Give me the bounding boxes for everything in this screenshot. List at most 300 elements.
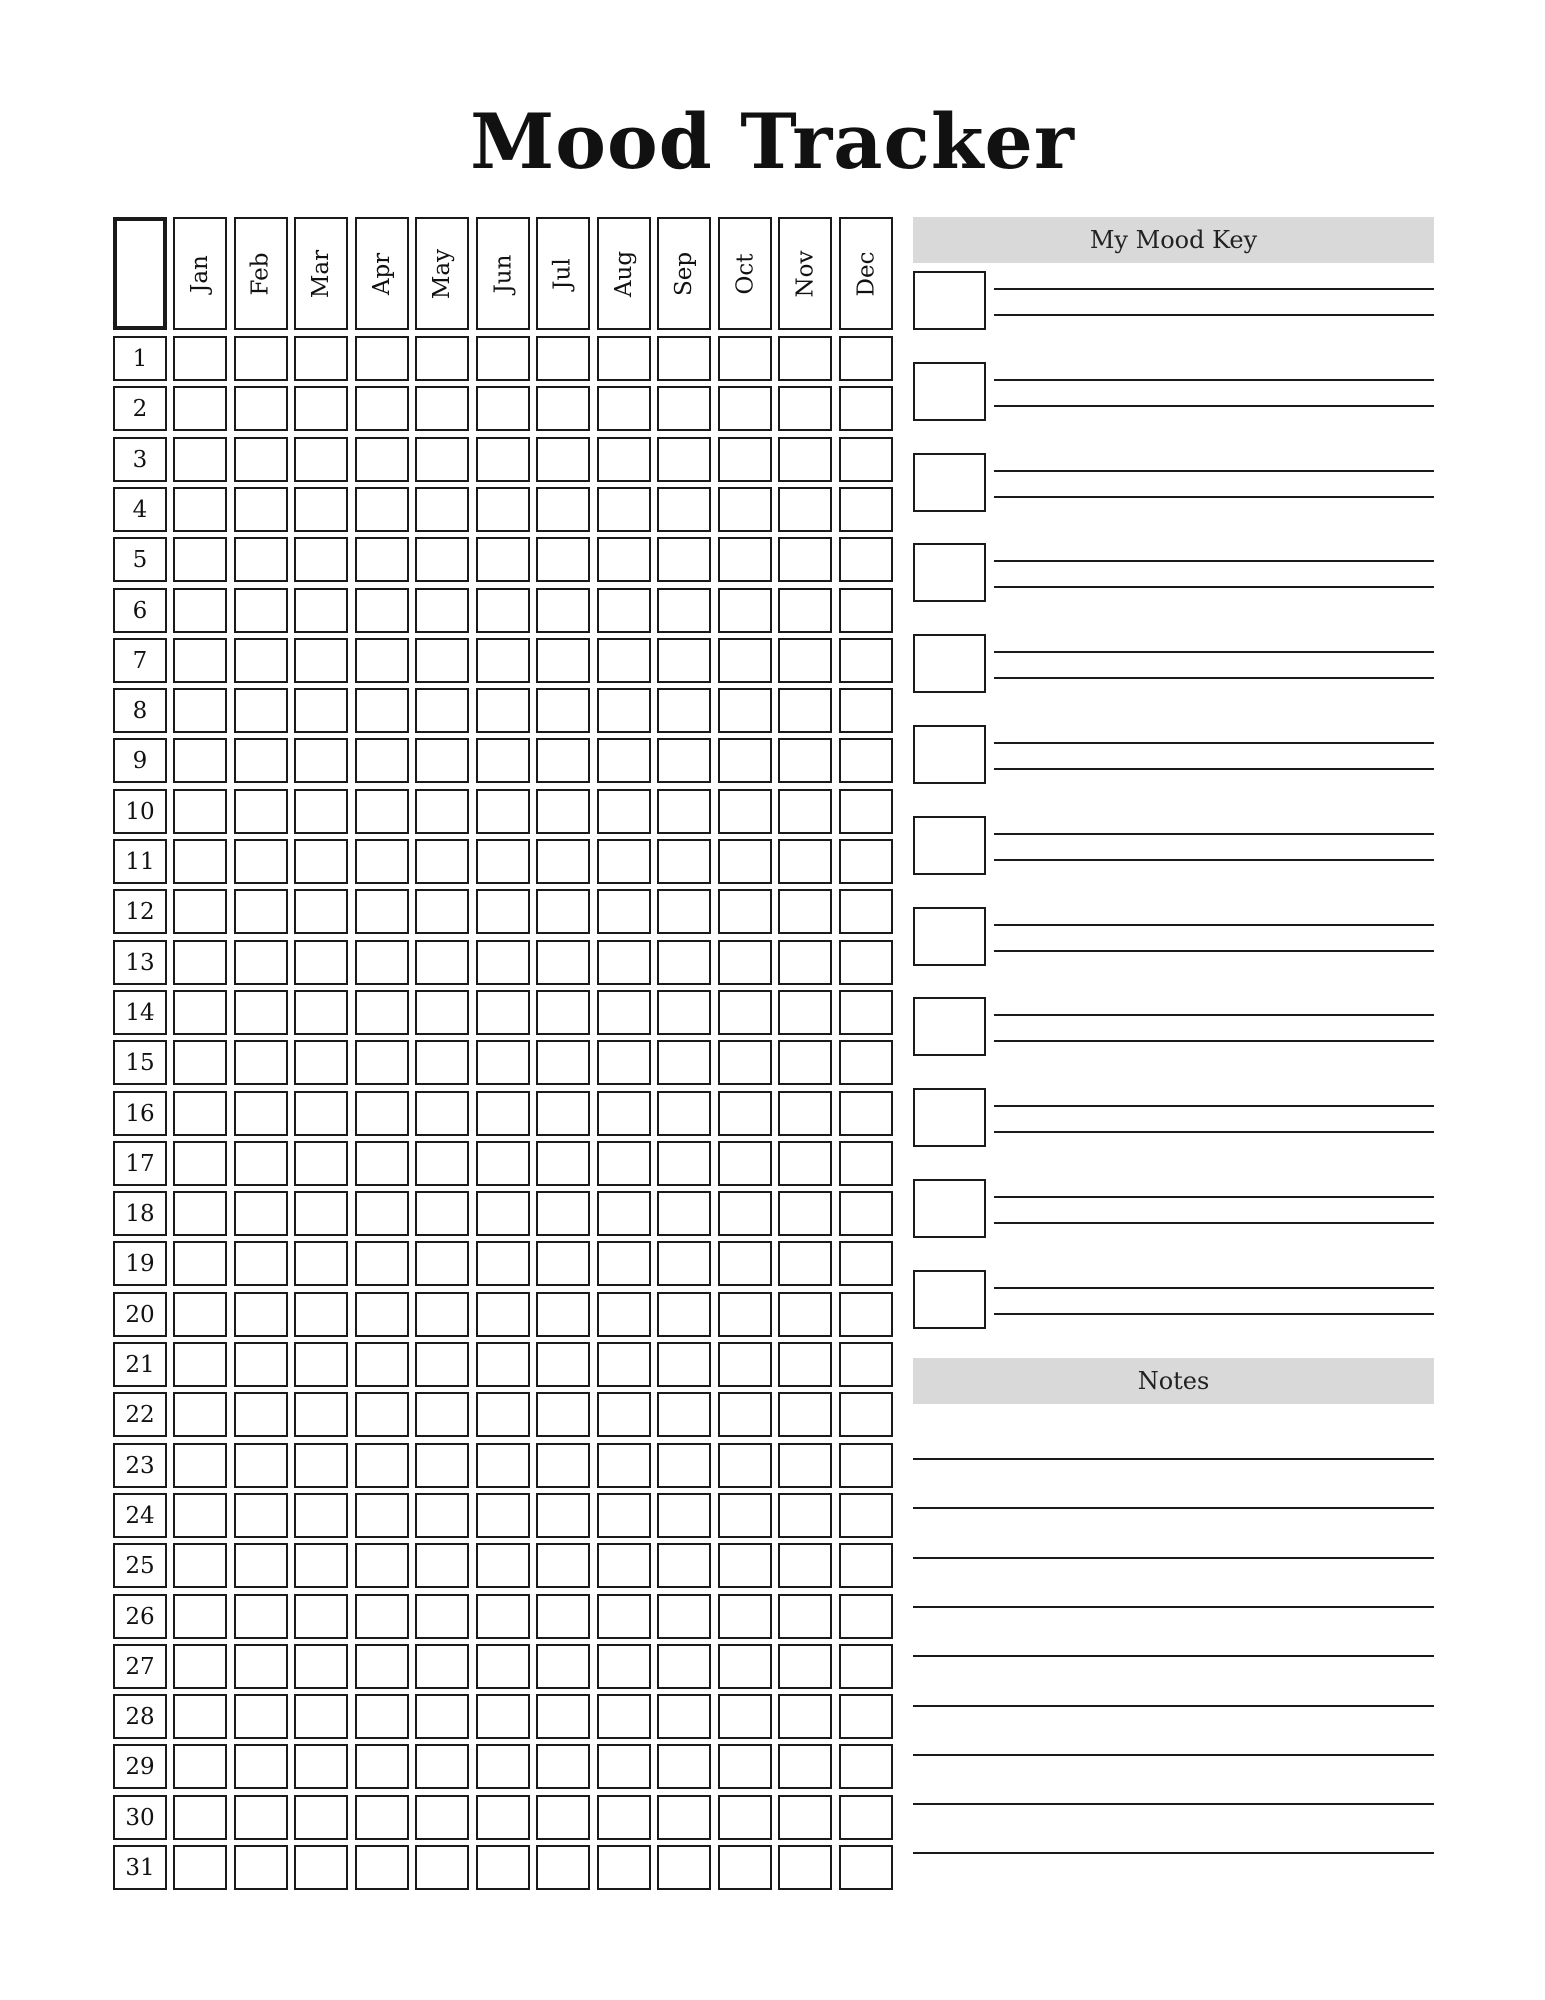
mood-cell[interactable] bbox=[536, 1191, 590, 1236]
mood-cell[interactable] bbox=[597, 336, 651, 381]
mood-cell[interactable] bbox=[597, 1543, 651, 1588]
mood-cell[interactable] bbox=[415, 1795, 469, 1840]
mood-cell[interactable] bbox=[476, 1594, 530, 1639]
mood-cell[interactable] bbox=[778, 738, 832, 783]
mood-cell[interactable] bbox=[173, 1091, 227, 1136]
mood-key-write-line[interactable] bbox=[994, 1105, 1434, 1107]
mood-cell[interactable] bbox=[294, 1292, 348, 1337]
mood-cell[interactable] bbox=[294, 990, 348, 1035]
mood-cell[interactable] bbox=[718, 839, 772, 884]
mood-cell[interactable] bbox=[778, 688, 832, 733]
mood-cell[interactable] bbox=[839, 1493, 893, 1538]
mood-cell[interactable] bbox=[597, 1040, 651, 1085]
mood-cell[interactable] bbox=[476, 1795, 530, 1840]
mood-cell[interactable] bbox=[597, 1845, 651, 1890]
mood-cell[interactable] bbox=[778, 1493, 832, 1538]
mood-cell[interactable] bbox=[294, 688, 348, 733]
mood-cell[interactable] bbox=[718, 990, 772, 1035]
mood-cell[interactable] bbox=[718, 437, 772, 482]
mood-cell[interactable] bbox=[597, 1744, 651, 1789]
mood-cell[interactable] bbox=[536, 1091, 590, 1136]
mood-cell[interactable] bbox=[657, 1191, 711, 1236]
mood-cell[interactable] bbox=[355, 537, 409, 582]
mood-cell[interactable] bbox=[839, 1141, 893, 1186]
mood-cell[interactable] bbox=[718, 789, 772, 834]
mood-cell[interactable] bbox=[476, 1342, 530, 1387]
mood-cell[interactable] bbox=[355, 1040, 409, 1085]
mood-cell[interactable] bbox=[294, 1744, 348, 1789]
mood-cell[interactable] bbox=[536, 1392, 590, 1437]
mood-key-write-line[interactable] bbox=[994, 651, 1434, 653]
mood-cell[interactable] bbox=[778, 1342, 832, 1387]
mood-key-write-line[interactable] bbox=[994, 1313, 1434, 1315]
mood-cell[interactable] bbox=[476, 1845, 530, 1890]
mood-cell[interactable] bbox=[657, 688, 711, 733]
mood-cell[interactable] bbox=[234, 1091, 288, 1136]
mood-cell[interactable] bbox=[173, 336, 227, 381]
mood-cell[interactable] bbox=[355, 1795, 409, 1840]
mood-cell[interactable] bbox=[173, 588, 227, 633]
mood-cell[interactable] bbox=[536, 336, 590, 381]
mood-cell[interactable] bbox=[173, 1845, 227, 1890]
mood-cell[interactable] bbox=[718, 1694, 772, 1739]
mood-cell[interactable] bbox=[234, 1744, 288, 1789]
mood-cell[interactable] bbox=[234, 1443, 288, 1488]
notes-write-line[interactable] bbox=[913, 1606, 1434, 1608]
mood-cell[interactable] bbox=[657, 1694, 711, 1739]
mood-cell[interactable] bbox=[718, 386, 772, 431]
mood-cell[interactable] bbox=[173, 990, 227, 1035]
mood-cell[interactable] bbox=[778, 1443, 832, 1488]
mood-cell[interactable] bbox=[476, 1392, 530, 1437]
mood-cell[interactable] bbox=[234, 889, 288, 934]
mood-cell[interactable] bbox=[718, 537, 772, 582]
mood-cell[interactable] bbox=[839, 1795, 893, 1840]
mood-cell[interactable] bbox=[476, 940, 530, 985]
mood-cell[interactable] bbox=[294, 1594, 348, 1639]
mood-key-color-box[interactable] bbox=[913, 1088, 986, 1147]
mood-cell[interactable] bbox=[294, 940, 348, 985]
mood-cell[interactable] bbox=[839, 1543, 893, 1588]
mood-cell[interactable] bbox=[476, 1543, 530, 1588]
mood-cell[interactable] bbox=[294, 1040, 348, 1085]
mood-cell[interactable] bbox=[597, 789, 651, 834]
mood-cell[interactable] bbox=[355, 588, 409, 633]
mood-cell[interactable] bbox=[173, 1744, 227, 1789]
mood-cell[interactable] bbox=[355, 1241, 409, 1286]
mood-cell[interactable] bbox=[718, 1141, 772, 1186]
mood-cell[interactable] bbox=[597, 889, 651, 934]
mood-cell[interactable] bbox=[718, 487, 772, 532]
mood-cell[interactable] bbox=[657, 990, 711, 1035]
mood-cell[interactable] bbox=[778, 889, 832, 934]
mood-cell[interactable] bbox=[234, 688, 288, 733]
mood-cell[interactable] bbox=[718, 1443, 772, 1488]
mood-cell[interactable] bbox=[778, 1292, 832, 1337]
mood-cell[interactable] bbox=[415, 1543, 469, 1588]
mood-cell[interactable] bbox=[415, 1292, 469, 1337]
mood-key-color-box[interactable] bbox=[913, 997, 986, 1056]
mood-cell[interactable] bbox=[234, 1392, 288, 1437]
mood-cell[interactable] bbox=[476, 588, 530, 633]
mood-key-write-line[interactable] bbox=[994, 1014, 1434, 1016]
mood-cell[interactable] bbox=[476, 839, 530, 884]
mood-cell[interactable] bbox=[294, 588, 348, 633]
mood-cell[interactable] bbox=[597, 1141, 651, 1186]
mood-cell[interactable] bbox=[839, 738, 893, 783]
mood-cell[interactable] bbox=[415, 789, 469, 834]
mood-cell[interactable] bbox=[657, 738, 711, 783]
mood-key-write-line[interactable] bbox=[994, 1287, 1434, 1289]
mood-key-color-box[interactable] bbox=[913, 1179, 986, 1238]
mood-cell[interactable] bbox=[778, 940, 832, 985]
mood-cell[interactable] bbox=[718, 1191, 772, 1236]
mood-key-write-line[interactable] bbox=[994, 1131, 1434, 1133]
mood-cell[interactable] bbox=[597, 1644, 651, 1689]
mood-cell[interactable] bbox=[234, 1040, 288, 1085]
mood-cell[interactable] bbox=[536, 1292, 590, 1337]
mood-cell[interactable] bbox=[778, 1845, 832, 1890]
mood-cell[interactable] bbox=[415, 1191, 469, 1236]
mood-cell[interactable] bbox=[234, 1594, 288, 1639]
mood-cell[interactable] bbox=[536, 1342, 590, 1387]
mood-cell[interactable] bbox=[415, 1091, 469, 1136]
mood-cell[interactable] bbox=[355, 839, 409, 884]
mood-cell[interactable] bbox=[415, 1443, 469, 1488]
mood-cell[interactable] bbox=[415, 1392, 469, 1437]
mood-key-color-box[interactable] bbox=[913, 271, 986, 330]
mood-cell[interactable] bbox=[718, 1241, 772, 1286]
mood-cell[interactable] bbox=[597, 537, 651, 582]
mood-cell[interactable] bbox=[294, 1141, 348, 1186]
mood-cell[interactable] bbox=[355, 437, 409, 482]
mood-cell[interactable] bbox=[839, 336, 893, 381]
mood-cell[interactable] bbox=[234, 940, 288, 985]
mood-cell[interactable] bbox=[657, 1292, 711, 1337]
mood-cell[interactable] bbox=[839, 889, 893, 934]
mood-cell[interactable] bbox=[657, 1040, 711, 1085]
mood-cell[interactable] bbox=[778, 588, 832, 633]
mood-cell[interactable] bbox=[294, 1241, 348, 1286]
mood-cell[interactable] bbox=[173, 1795, 227, 1840]
mood-key-color-box[interactable] bbox=[913, 362, 986, 421]
notes-write-line[interactable] bbox=[913, 1507, 1434, 1509]
mood-cell[interactable] bbox=[476, 537, 530, 582]
mood-cell[interactable] bbox=[355, 638, 409, 683]
mood-cell[interactable] bbox=[234, 1543, 288, 1588]
mood-cell[interactable] bbox=[173, 1342, 227, 1387]
mood-cell[interactable] bbox=[657, 336, 711, 381]
mood-cell[interactable] bbox=[778, 386, 832, 431]
mood-cell[interactable] bbox=[597, 1443, 651, 1488]
mood-cell[interactable] bbox=[657, 889, 711, 934]
mood-cell[interactable] bbox=[234, 1292, 288, 1337]
mood-cell[interactable] bbox=[657, 437, 711, 482]
mood-cell[interactable] bbox=[476, 386, 530, 431]
mood-cell[interactable] bbox=[476, 1141, 530, 1186]
mood-cell[interactable] bbox=[415, 1744, 469, 1789]
mood-cell[interactable] bbox=[778, 789, 832, 834]
mood-cell[interactable] bbox=[415, 1694, 469, 1739]
mood-cell[interactable] bbox=[173, 688, 227, 733]
mood-cell[interactable] bbox=[476, 437, 530, 482]
mood-cell[interactable] bbox=[476, 990, 530, 1035]
mood-cell[interactable] bbox=[657, 1141, 711, 1186]
mood-cell[interactable] bbox=[839, 1744, 893, 1789]
mood-cell[interactable] bbox=[173, 1493, 227, 1538]
mood-cell[interactable] bbox=[597, 588, 651, 633]
mood-cell[interactable] bbox=[839, 437, 893, 482]
mood-cell[interactable] bbox=[294, 1342, 348, 1387]
mood-cell[interactable] bbox=[355, 1845, 409, 1890]
mood-cell[interactable] bbox=[294, 738, 348, 783]
mood-key-color-box[interactable] bbox=[913, 543, 986, 602]
mood-cell[interactable] bbox=[718, 1040, 772, 1085]
mood-cell[interactable] bbox=[476, 889, 530, 934]
mood-cell[interactable] bbox=[778, 1141, 832, 1186]
mood-cell[interactable] bbox=[597, 1241, 651, 1286]
mood-cell[interactable] bbox=[597, 1091, 651, 1136]
mood-cell[interactable] bbox=[476, 738, 530, 783]
mood-cell[interactable] bbox=[718, 1744, 772, 1789]
mood-cell[interactable] bbox=[778, 638, 832, 683]
mood-cell[interactable] bbox=[778, 487, 832, 532]
mood-cell[interactable] bbox=[415, 1342, 469, 1387]
mood-cell[interactable] bbox=[718, 889, 772, 934]
mood-cell[interactable] bbox=[839, 1091, 893, 1136]
mood-cell[interactable] bbox=[597, 1342, 651, 1387]
mood-cell[interactable] bbox=[597, 1191, 651, 1236]
notes-write-line[interactable] bbox=[913, 1458, 1434, 1460]
mood-cell[interactable] bbox=[839, 1443, 893, 1488]
mood-key-write-line[interactable] bbox=[994, 496, 1434, 498]
mood-cell[interactable] bbox=[597, 1694, 651, 1739]
mood-cell[interactable] bbox=[657, 1493, 711, 1538]
mood-cell[interactable] bbox=[234, 789, 288, 834]
mood-cell[interactable] bbox=[234, 638, 288, 683]
mood-cell[interactable] bbox=[173, 1543, 227, 1588]
mood-cell[interactable] bbox=[536, 437, 590, 482]
mood-cell[interactable] bbox=[415, 638, 469, 683]
mood-cell[interactable] bbox=[718, 738, 772, 783]
mood-cell[interactable] bbox=[234, 1694, 288, 1739]
mood-cell[interactable] bbox=[415, 1141, 469, 1186]
mood-key-color-box[interactable] bbox=[913, 725, 986, 784]
mood-key-write-line[interactable] bbox=[994, 314, 1434, 316]
mood-cell[interactable] bbox=[657, 1845, 711, 1890]
mood-cell[interactable] bbox=[597, 638, 651, 683]
mood-cell[interactable] bbox=[173, 1141, 227, 1186]
mood-cell[interactable] bbox=[476, 1191, 530, 1236]
mood-cell[interactable] bbox=[355, 1493, 409, 1538]
notes-write-line[interactable] bbox=[913, 1803, 1434, 1805]
mood-cell[interactable] bbox=[355, 1091, 409, 1136]
mood-key-write-line[interactable] bbox=[994, 950, 1434, 952]
mood-cell[interactable] bbox=[355, 336, 409, 381]
mood-cell[interactable] bbox=[173, 839, 227, 884]
mood-cell[interactable] bbox=[294, 1091, 348, 1136]
mood-cell[interactable] bbox=[536, 1845, 590, 1890]
mood-cell[interactable] bbox=[536, 1795, 590, 1840]
mood-cell[interactable] bbox=[355, 1443, 409, 1488]
mood-cell[interactable] bbox=[778, 1694, 832, 1739]
mood-key-write-line[interactable] bbox=[994, 470, 1434, 472]
mood-cell[interactable] bbox=[839, 487, 893, 532]
mood-cell[interactable] bbox=[234, 487, 288, 532]
mood-cell[interactable] bbox=[536, 638, 590, 683]
mood-key-write-line[interactable] bbox=[994, 288, 1434, 290]
mood-cell[interactable] bbox=[234, 437, 288, 482]
mood-cell[interactable] bbox=[476, 336, 530, 381]
mood-cell[interactable] bbox=[415, 1493, 469, 1538]
mood-cell[interactable] bbox=[718, 1644, 772, 1689]
mood-cell[interactable] bbox=[415, 588, 469, 633]
mood-cell[interactable] bbox=[173, 1644, 227, 1689]
mood-cell[interactable] bbox=[597, 1392, 651, 1437]
mood-key-color-box[interactable] bbox=[913, 907, 986, 966]
mood-cell[interactable] bbox=[415, 1040, 469, 1085]
mood-cell[interactable] bbox=[294, 386, 348, 431]
mood-cell[interactable] bbox=[476, 487, 530, 532]
mood-cell[interactable] bbox=[234, 1241, 288, 1286]
mood-cell[interactable] bbox=[597, 437, 651, 482]
mood-cell[interactable] bbox=[355, 1594, 409, 1639]
notes-write-line[interactable] bbox=[913, 1852, 1434, 1854]
mood-cell[interactable] bbox=[234, 1191, 288, 1236]
mood-cell[interactable] bbox=[718, 1795, 772, 1840]
mood-cell[interactable] bbox=[657, 839, 711, 884]
mood-cell[interactable] bbox=[718, 1091, 772, 1136]
mood-cell[interactable] bbox=[536, 940, 590, 985]
mood-cell[interactable] bbox=[415, 1594, 469, 1639]
mood-cell[interactable] bbox=[415, 688, 469, 733]
mood-cell[interactable] bbox=[778, 1191, 832, 1236]
mood-cell[interactable] bbox=[415, 487, 469, 532]
mood-cell[interactable] bbox=[839, 1342, 893, 1387]
mood-cell[interactable] bbox=[536, 1744, 590, 1789]
mood-key-write-line[interactable] bbox=[994, 859, 1434, 861]
mood-cell[interactable] bbox=[173, 537, 227, 582]
mood-cell[interactable] bbox=[536, 1694, 590, 1739]
mood-cell[interactable] bbox=[355, 889, 409, 934]
mood-cell[interactable] bbox=[718, 638, 772, 683]
mood-key-write-line[interactable] bbox=[994, 1196, 1434, 1198]
mood-cell[interactable] bbox=[718, 688, 772, 733]
mood-cell[interactable] bbox=[415, 839, 469, 884]
mood-cell[interactable] bbox=[294, 638, 348, 683]
mood-cell[interactable] bbox=[355, 487, 409, 532]
mood-cell[interactable] bbox=[597, 1795, 651, 1840]
mood-cell[interactable] bbox=[718, 336, 772, 381]
mood-cell[interactable] bbox=[718, 1493, 772, 1538]
mood-cell[interactable] bbox=[476, 688, 530, 733]
mood-cell[interactable] bbox=[597, 386, 651, 431]
mood-cell[interactable] bbox=[778, 1091, 832, 1136]
mood-cell[interactable] bbox=[173, 638, 227, 683]
mood-cell[interactable] bbox=[536, 1543, 590, 1588]
mood-key-write-line[interactable] bbox=[994, 833, 1434, 835]
mood-cell[interactable] bbox=[234, 1845, 288, 1890]
mood-cell[interactable] bbox=[657, 1543, 711, 1588]
mood-cell[interactable] bbox=[415, 537, 469, 582]
mood-cell[interactable] bbox=[536, 1493, 590, 1538]
mood-cell[interactable] bbox=[597, 1292, 651, 1337]
mood-cell[interactable] bbox=[415, 336, 469, 381]
mood-cell[interactable] bbox=[234, 839, 288, 884]
mood-cell[interactable] bbox=[778, 1644, 832, 1689]
mood-cell[interactable] bbox=[657, 1744, 711, 1789]
mood-cell[interactable] bbox=[839, 990, 893, 1035]
mood-cell[interactable] bbox=[839, 1241, 893, 1286]
mood-cell[interactable] bbox=[597, 839, 651, 884]
mood-cell[interactable] bbox=[294, 1694, 348, 1739]
mood-cell[interactable] bbox=[839, 940, 893, 985]
mood-cell[interactable] bbox=[657, 487, 711, 532]
mood-cell[interactable] bbox=[536, 487, 590, 532]
mood-cell[interactable] bbox=[536, 1040, 590, 1085]
mood-cell[interactable] bbox=[778, 336, 832, 381]
mood-cell[interactable] bbox=[536, 537, 590, 582]
mood-cell[interactable] bbox=[173, 1040, 227, 1085]
mood-cell[interactable] bbox=[657, 789, 711, 834]
mood-cell[interactable] bbox=[839, 1392, 893, 1437]
mood-cell[interactable] bbox=[234, 1795, 288, 1840]
mood-key-color-box[interactable] bbox=[913, 634, 986, 693]
mood-cell[interactable] bbox=[778, 839, 832, 884]
mood-cell[interactable] bbox=[778, 990, 832, 1035]
mood-cell[interactable] bbox=[536, 889, 590, 934]
mood-cell[interactable] bbox=[173, 487, 227, 532]
mood-cell[interactable] bbox=[415, 1845, 469, 1890]
mood-cell[interactable] bbox=[718, 1543, 772, 1588]
mood-cell[interactable] bbox=[718, 1392, 772, 1437]
mood-cell[interactable] bbox=[234, 990, 288, 1035]
mood-cell[interactable] bbox=[778, 437, 832, 482]
mood-cell[interactable] bbox=[597, 990, 651, 1035]
mood-cell[interactable] bbox=[234, 588, 288, 633]
mood-cell[interactable] bbox=[294, 1493, 348, 1538]
mood-cell[interactable] bbox=[415, 990, 469, 1035]
mood-cell[interactable] bbox=[355, 1644, 409, 1689]
mood-cell[interactable] bbox=[778, 1241, 832, 1286]
mood-cell[interactable] bbox=[294, 487, 348, 532]
mood-key-color-box[interactable] bbox=[913, 453, 986, 512]
mood-key-write-line[interactable] bbox=[994, 379, 1434, 381]
mood-cell[interactable] bbox=[355, 1141, 409, 1186]
mood-cell[interactable] bbox=[173, 1292, 227, 1337]
mood-cell[interactable] bbox=[778, 1744, 832, 1789]
mood-cell[interactable] bbox=[657, 386, 711, 431]
mood-cell[interactable] bbox=[173, 940, 227, 985]
mood-cell[interactable] bbox=[173, 1594, 227, 1639]
mood-cell[interactable] bbox=[597, 940, 651, 985]
mood-cell[interactable] bbox=[294, 1443, 348, 1488]
mood-cell[interactable] bbox=[778, 1795, 832, 1840]
mood-cell[interactable] bbox=[657, 1241, 711, 1286]
mood-cell[interactable] bbox=[415, 1241, 469, 1286]
mood-cell[interactable] bbox=[778, 1594, 832, 1639]
mood-key-write-line[interactable] bbox=[994, 1222, 1434, 1224]
mood-cell[interactable] bbox=[234, 537, 288, 582]
mood-cell[interactable] bbox=[355, 386, 409, 431]
mood-cell[interactable] bbox=[536, 738, 590, 783]
mood-key-color-box[interactable] bbox=[913, 1270, 986, 1329]
mood-cell[interactable] bbox=[173, 1694, 227, 1739]
mood-cell[interactable] bbox=[778, 537, 832, 582]
mood-cell[interactable] bbox=[839, 789, 893, 834]
mood-cell[interactable] bbox=[839, 1040, 893, 1085]
mood-cell[interactable] bbox=[294, 839, 348, 884]
